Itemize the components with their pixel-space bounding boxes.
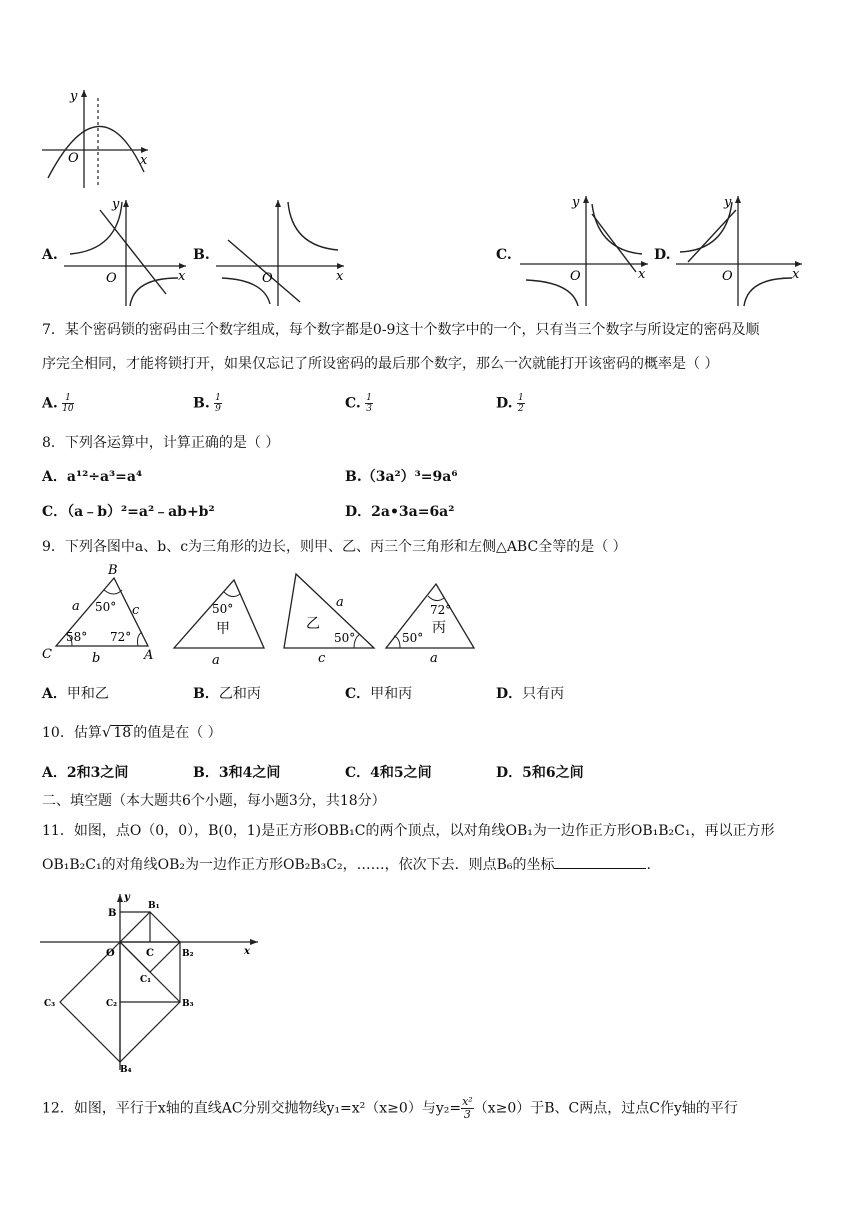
q11-answer-blank[interactable] xyxy=(554,856,646,869)
svg-text:B: B xyxy=(108,563,118,578)
svg-text:50°: 50° xyxy=(402,631,424,645)
svg-text:C: C xyxy=(146,948,154,959)
svg-text:a: a xyxy=(212,653,220,668)
svg-text:C: C xyxy=(42,647,52,662)
q6-axis-x: x xyxy=(140,153,148,168)
svg-text:B₄: B₄ xyxy=(120,1065,132,1072)
svg-text:C₂: C₂ xyxy=(106,999,118,1009)
svg-text:乙: 乙 xyxy=(306,616,320,632)
q6-option-a-label: A. xyxy=(42,247,58,263)
q9-figures xyxy=(38,562,488,670)
q8-option-b: B.（3a²）³=9a⁶ xyxy=(345,469,458,485)
q6-option-d-graph xyxy=(674,192,806,308)
svg-text:O: O xyxy=(570,269,581,284)
svg-text:72°: 72° xyxy=(430,603,452,617)
svg-text:甲: 甲 xyxy=(216,621,230,637)
svg-text:y: y xyxy=(724,195,732,210)
q11-text-line2: OB₁B₂C₁的对角线OB₂为一边作正方形OB₂B₃C₂，……，依次下去．则点B₆的坐标 . xyxy=(42,857,651,873)
svg-text:c: c xyxy=(132,603,140,618)
svg-text:50°: 50° xyxy=(334,631,356,645)
q7-text-line2: 序完全相同，才能将锁打开，如果仅忘记了所设密码的最后那个数字，那么一次就能打开该密码的概率是（ ） xyxy=(42,356,719,372)
q9-option-a: A．甲和乙 xyxy=(42,686,109,702)
q7-text-line1: 7．某个密码锁的密码由三个数字组成，每个数字都是0-9这十个数字中的一个，只有当三个数字与所设定的密码及顺 xyxy=(42,322,760,338)
svg-text:B: B xyxy=(108,908,117,919)
q9-option-c: C．甲和丙 xyxy=(345,686,413,702)
q10-option-b: B．3和4之间 xyxy=(193,765,281,781)
svg-text:a: a xyxy=(430,651,438,666)
svg-text:B₃: B₃ xyxy=(182,999,194,1009)
q6-option-b-graph xyxy=(214,196,346,308)
svg-text:a: a xyxy=(336,595,344,610)
q8-option-c: C．（a﹣b）²=a²﹣ab+b² xyxy=(42,504,215,520)
svg-text:x: x xyxy=(244,946,250,957)
q12-text: 12．如图，平行于x轴的直线AC分别交抛物线y₁=x²（x≥0）与y₂= $\frac{\text{x²}}{3}$ （x≥0）于B、C两点，过点C作y轴的平行 xyxy=(42,1095,738,1121)
q11-squares-figure xyxy=(40,890,266,1072)
triangle-jia xyxy=(174,580,264,668)
q6-option-b-label: B. xyxy=(193,247,210,263)
q6-option-c-label: C. xyxy=(496,247,512,263)
svg-text:O: O xyxy=(106,948,115,959)
svg-text:x: x xyxy=(178,269,186,284)
q7-option-c: C. $\frac{1}{3}$ xyxy=(345,393,372,414)
svg-text:丙: 丙 xyxy=(432,620,446,636)
svg-text:C₃: C₃ xyxy=(44,999,56,1009)
svg-text:A: A xyxy=(144,648,154,663)
svg-text:O: O xyxy=(262,271,273,286)
q11-text-line1: 11．如图，点O（0，0），B(0，1)是正方形OBB₁C的两个顶点，以对角线OB₁为一边作正方形OB₁B₂C₁，再以正方形 xyxy=(42,823,775,839)
q6-option-c-graph xyxy=(518,192,650,308)
svg-text:C₁: C₁ xyxy=(140,975,152,985)
q10-text: 10．估算√ 18 的值是在（ ） xyxy=(42,723,222,741)
q6-option-a-graph xyxy=(62,196,188,308)
svg-text:50°: 50° xyxy=(95,600,117,614)
svg-text:B₁: B₁ xyxy=(148,901,160,911)
q10-option-a: A．2和3之间 xyxy=(42,765,129,781)
q10-option-d: D．5和6之间 xyxy=(496,765,584,781)
q6-parabola-graph xyxy=(40,86,150,190)
q7-option-d: D. $\frac{1}{2}$ xyxy=(496,393,524,414)
triangle-bing xyxy=(386,584,474,666)
svg-text:72°: 72° xyxy=(110,630,132,644)
q6-option-d-label: D. xyxy=(654,247,671,263)
q6-axis-y: y xyxy=(70,89,78,104)
q8-option-d: D．2a•3a=6a² xyxy=(345,504,455,520)
svg-text:a: a xyxy=(72,599,80,614)
q8-option-a: A．a¹²÷a³=a⁴ xyxy=(42,469,143,485)
svg-text:O: O xyxy=(722,269,733,284)
section2-title: 二、填空题（本大题共6个小题，每小题3分，共18分） xyxy=(42,793,386,809)
svg-text:O: O xyxy=(106,271,117,286)
svg-text:x: x xyxy=(336,269,344,284)
svg-text:b: b xyxy=(92,651,101,666)
q9-option-b: B．乙和丙 xyxy=(193,686,261,702)
svg-text:x: x xyxy=(792,267,800,282)
svg-text:y: y xyxy=(572,195,580,210)
q6-origin: O xyxy=(68,151,79,166)
svg-text:y: y xyxy=(112,197,120,212)
q10-option-c: C．4和5之间 xyxy=(345,765,432,781)
triangle-yi xyxy=(284,574,374,666)
svg-text:58°: 58° xyxy=(66,630,88,644)
q8-text: 8．下列各运算中，计算正确的是（ ） xyxy=(42,435,280,451)
q7-option-b: B. $\frac{1}{9}$ xyxy=(193,393,221,414)
q7-option-a: A. $\frac{1}{10}$ xyxy=(42,393,74,414)
svg-text:c: c xyxy=(318,651,326,666)
svg-text:x: x xyxy=(638,267,646,282)
q10-radicand: 18 xyxy=(113,725,132,741)
svg-text:B₂: B₂ xyxy=(182,949,194,959)
q9-option-d: D．只有丙 xyxy=(496,686,565,702)
svg-text:y: y xyxy=(124,892,130,903)
triangle-abc xyxy=(42,563,153,666)
q9-text: 9．下列各图中a、b、c为三角形的边长，则甲、乙、丙三个三角形和左侧△ABC全等的是（ ） xyxy=(42,539,627,555)
svg-text:50°: 50° xyxy=(212,602,234,616)
